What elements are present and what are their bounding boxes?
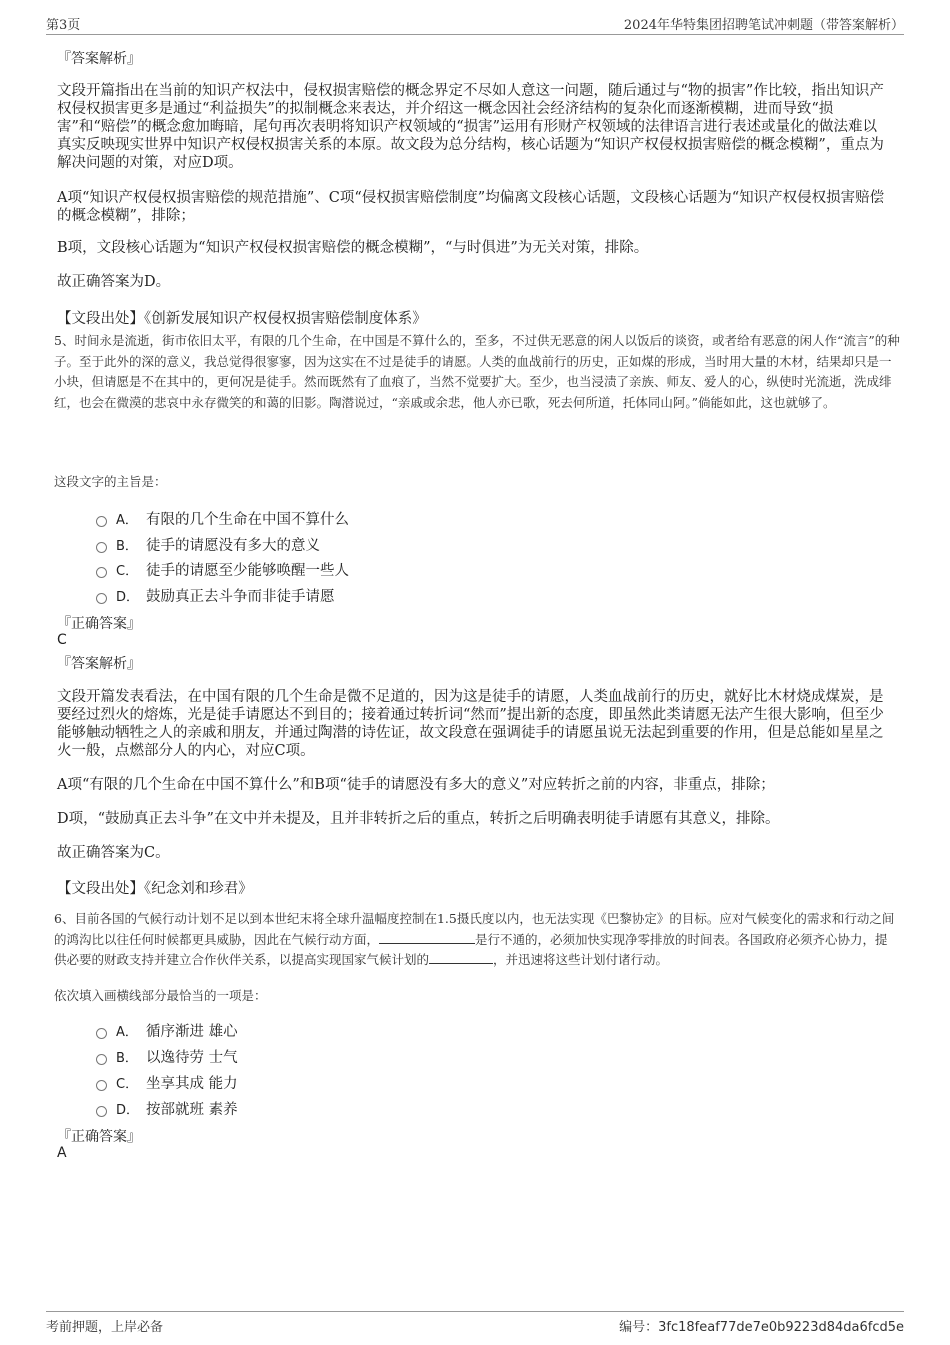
analysis-text: B项，文段核心话题为“知识产权侵权损害赔偿的概念模糊”，“与时俱进”为无关对策，排除。 <box>57 240 649 256</box>
analysis-text: A项“有限的几个生命在中国不算什么”和B项“徒手的请愿没有多大的意义”对应转折之前的内容，非重点，排除； <box>57 777 775 793</box>
radio-icon[interactable] <box>96 1054 107 1065</box>
radio-icon[interactable] <box>96 516 107 527</box>
source-citation: 【文段出处】《创新发展知识产权侵权损害赔偿制度体系》 <box>57 311 427 327</box>
code-label: 编号： <box>619 1320 659 1335</box>
option-d[interactable] <box>96 585 335 605</box>
option-letter: B． <box>116 539 138 554</box>
question-5-prompt: 这段文字的主旨是： <box>54 474 167 489</box>
option-a[interactable] <box>96 1020 238 1040</box>
option-text: 按部就班 素养 <box>146 1102 238 1118</box>
question-6-prompt: 依次填入画横线部分最恰当的一项是： <box>54 988 267 1003</box>
analysis-label: 『答案解析』 <box>57 51 141 67</box>
option-letter: D． <box>116 1103 140 1118</box>
analysis-paragraph <box>57 810 887 828</box>
analysis-paragraph <box>57 189 887 225</box>
source-citation: 【文段出处】《纪念刘和珍君》 <box>57 881 253 897</box>
option-b[interactable] <box>96 1046 238 1066</box>
option-letter: B． <box>116 1051 138 1066</box>
correct-answer-label: 『正确答案』 <box>57 1129 141 1145</box>
radio-icon[interactable] <box>96 1106 107 1117</box>
option-text: 有限的几个生命在中国不算什么 <box>146 512 349 528</box>
option-c[interactable] <box>96 1072 238 1092</box>
document-title: 2024年华特集团招聘笔试冲刺题（带答案解析） <box>623 18 904 33</box>
option-a[interactable] <box>96 508 349 528</box>
radio-icon[interactable] <box>96 593 107 604</box>
analysis-text: D项，“鼓励真正去斗争”在文中并未提及，且并非转折之后的重点，转折之后明确表明徒手请愿有其意义，排除。 <box>57 811 780 827</box>
analysis-text: 文段开篇指出在当前的知识产权法中，侵权损害赔偿的概念界定不尽如人意这一问题，随后通过与“物的损害”作比较，指出知识产权侵权损害更多是通过“利益损失”的拟制概念来表达，并介绍这一概念因社会经济结构的复杂化而逐渐模糊，进而导致“损害”和“赔偿”的概念愈加晦暗，尾句再次表明将知识产权领域的“损害”运用有形财产权领域的法律语言进行表述或量化的做法难以真实反映现实世界中知识产权侵权损害关系的本原。故文段为总分结构，核心话题为“知识产权侵权损害赔偿的概念模糊”，重点为解决问题的对策，对应D项。 <box>57 83 884 171</box>
analysis-text: A项“知识产权侵权损害赔偿的规范措施”、C项“侵权损害赔偿制度”均偏离文段核心话题，文段核心话题为“知识产权侵权损害赔偿的概念模糊”，排除； <box>57 190 885 224</box>
analysis-paragraph <box>57 239 887 257</box>
fill-blank <box>379 931 475 944</box>
radio-icon[interactable] <box>96 1028 107 1039</box>
option-text: 徒手的请愿至少能够唤醒一些人 <box>146 563 349 579</box>
question-6-text-part: ，并迅速将这些计划付诸行动。 <box>493 952 669 967</box>
analysis-paragraph <box>57 776 887 794</box>
page-header <box>46 14 904 35</box>
question-5-text: 5、时间永是流逝，街市依旧太平，有限的几个生命，在中国是不算什么的，至多，不过供无恶意的闲人以饭后的谈资，或者给有恶意的闲人作“流言”的种子。至于此外的深的意义，我总觉得很寥寥，因为这实在不过是徒手的请愿。人类的血战前行的历史，正如煤的形成，当时用大量的木材，结果却只是一小块，但请愿是不在其中的，更何况是徒手。然而既然有了血痕了，当然不觉要扩大。至少，也当浸渍了亲族、师友、爱人的心，纵使时光流逝，洗成绯红，也会在微漠的悲哀中永存微笑的和蔼的旧影。陶潜说过，“亲戚或余悲，他人亦已歌，死去何所道，托体同山阿。”倘能如此，这也就够了。 <box>54 333 900 410</box>
analysis-paragraph <box>57 688 887 760</box>
correct-answer: A <box>57 1145 67 1161</box>
radio-icon[interactable] <box>96 1080 107 1091</box>
analysis-text: 文段开篇发表看法，在中国有限的几个生命是微不足道的，因为这是徒手的请愿，人类血战前行的历史，就好比木材烧成煤炭，是要经过烈火的熔炼，光是徒手请愿达不到目的；接着通过转折词“然而”提出新的态度，即虽然此类请愿无法产生很大影响，但至少能够触动牺牲之人的亲戚和朋友，并通过陶潜的诗佐证，故文段意在强调徒手的请愿虽说无法起到重要的作用，但是总能如星星之火一般，点燃部分人的内心，对应C项。 <box>57 689 884 759</box>
option-letter: A． <box>116 1025 138 1040</box>
radio-icon[interactable] <box>96 567 107 578</box>
analysis-paragraph <box>57 82 887 172</box>
code-value: 3fc18feaf77de7e0b9223d84da6fcd5e <box>658 1320 904 1335</box>
option-text: 坐享其成 能力 <box>146 1076 238 1092</box>
option-letter: A． <box>116 513 138 528</box>
question-6-text-part: 6、目前各国的气候行动计划不足以到本世纪末将全球升温幅度控制在1.5摄氏度以内，也无法实现《巴黎协定》的目标。应对气候变化的需求和行动之间的鸿沟比以往任何时候都更具威胁，因此在气候行动方面， <box>54 911 895 947</box>
analysis-paragraph <box>57 844 887 862</box>
analysis-paragraph <box>57 273 887 291</box>
option-text: 鼓励真正去斗争而非徒手请愿 <box>146 589 335 605</box>
option-letter: C． <box>116 564 139 579</box>
analysis-text: 故正确答案为D。 <box>57 274 171 290</box>
page-number: 第3页 <box>46 18 81 33</box>
question-6-text-part: 是行不通的，必须加快实现净零排放的时间表。各国政府必须齐心协力，提供必要的财政支持并建立合作伙伴关系，以提高实现国家气候计划的 <box>54 931 888 967</box>
correct-answer-label: 『正确答案』 <box>57 616 141 632</box>
option-text: 徒手的请愿没有多大的意义 <box>146 538 320 554</box>
document-code <box>619 1316 904 1335</box>
footer-slogan: 考前押题，上岸必备 <box>46 1320 164 1335</box>
option-letter: D． <box>116 590 140 605</box>
option-d[interactable] <box>96 1098 238 1118</box>
question-6-text <box>54 909 900 971</box>
analysis-label: 『答案解析』 <box>57 656 141 672</box>
page-footer <box>46 1311 904 1337</box>
radio-icon[interactable] <box>96 542 107 553</box>
fill-blank <box>429 951 493 964</box>
option-text: 循序渐进 雄心 <box>146 1024 238 1040</box>
option-text: 以逸待劳 士气 <box>146 1050 238 1066</box>
analysis-text: 故正确答案为C。 <box>57 845 170 861</box>
option-c[interactable] <box>96 559 349 579</box>
option-letter: C． <box>116 1077 139 1092</box>
option-b[interactable] <box>96 534 320 554</box>
correct-answer: C <box>57 632 67 648</box>
